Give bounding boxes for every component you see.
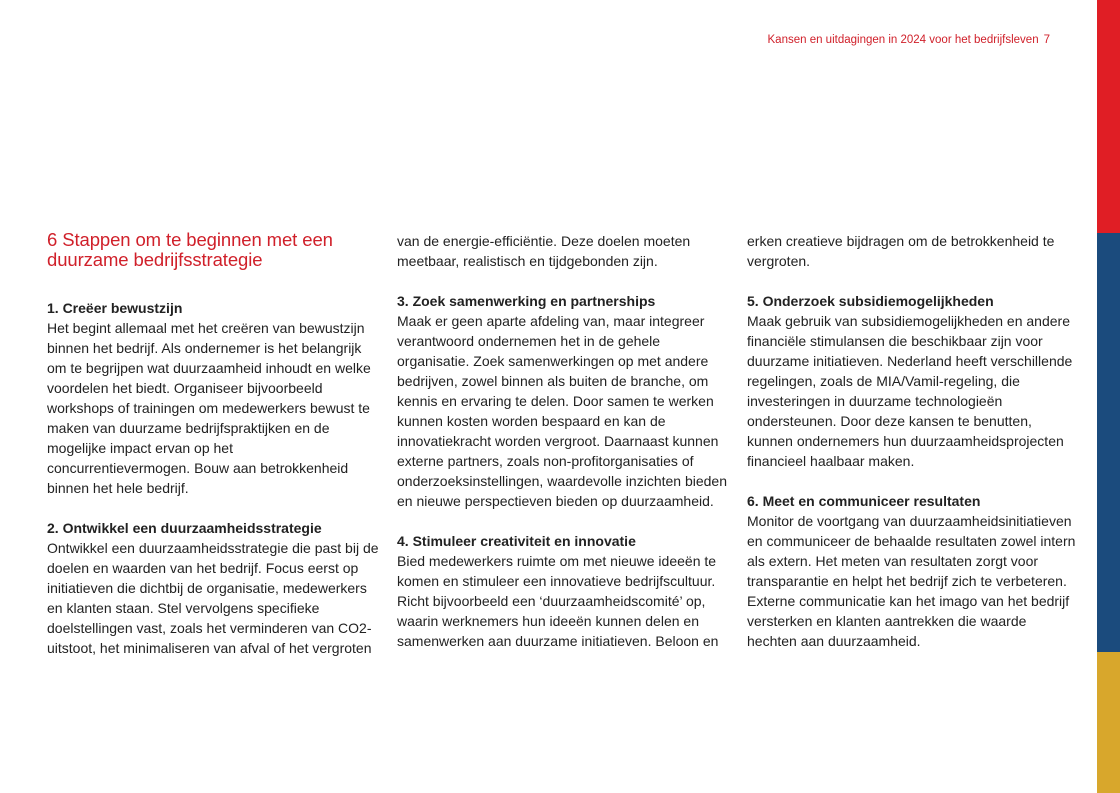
- step-6-heading: 6. Meet en communiceer resultaten: [747, 493, 981, 509]
- header-title: Kansen en uitdagingen in 2024 voor het bedrijfsleven: [767, 34, 1039, 46]
- step-5-body: Maak gebruik van subsidiemogelijkheden en andere financiële stimulansen die beschikbaar zijn voor duurzame initiatieven. Nederland heeft verschillende regelingen, zoals de MIA/Vamil-regeling, die investeringen in duurzame technologieën ondersteunen. Door deze kansen te benutten, kunnen ondernemers hun duurzaamheidsprojecten financieel haalbaar maken.: [747, 313, 1073, 469]
- column-1: [47, 230, 379, 678]
- step-1-body: Het begint allemaal met het creëren van bewustzijn binnen het bedrijf. Als ondernemer is het belangrijk om te begrijpen wat duurzaamheid inhoudt en welke voordelen het biedt. Organiseer bijvoorbeeld workshops of trainingen om medewerkers bewust te maken van duurzame bedrijfspraktijken en de mogelijke impact ervan op het concurrentievermogen. Bouw aan betrokkenheid binnen het hele bedrijf.: [47, 320, 371, 496]
- step-6-body: Monitor de voortgang van duurzaamheidsinitiatieven en communiceer de behaalde resultaten zowel intern als extern. Het meten van resultaten zorgt voor transparantie en helpt het bedrijf zich te verbeteren. Externe communicatie kan het imago van het bedrijf versterken en klanten aantrekken die waarde hechten aan duurzaamheid.: [747, 513, 1076, 649]
- step-3-body: Maak er geen aparte afdeling van, maar integreer verantwoord ondernemen het in de gehele organisatie. Zoek samenwerkingen op met andere bedrijven, zowel binnen als buiten de branche, om kennis en ervaring te delen. Door samen te werken kunnen kosten worden bespaard en kan de innovatiekracht worden vergroot. Daarnaast kunnen externe partners, zoals non-profitorganisaties of onderzoeksinstellingen, waardevolle inzichten bieden en nieuwe perspectieven bieden op duurzaamheid.: [397, 313, 727, 509]
- step-4-body: Bied medewerkers ruimte om met nieuwe ideeën te komen en stimuleer een innovatieve bedrijfscultuur. Richt bijvoorbeeld een ‘duurzaamheidscomité’ op, waarin werknemers hun ideeën kunnen delen en samenwerken aan duurzame initiatieven. Beloon en: [397, 553, 719, 649]
- accent-stripe-blue: [1097, 233, 1120, 652]
- step-2-body: Ontwikkel een duurzaamheidsstrategie die past bij de doelen en waarden van het bedrijf. Focus eerst op initiatieven die dichtbij de organisatie, medewerkers en klanten staan. Stel vervolgens specifieke doelstellingen vast, zoals het verminderen van CO2-uitstoot, het minimaliseren van afval of het vergroten: [47, 540, 379, 656]
- page-number: 7: [1043, 34, 1050, 46]
- step-2-body-continued: van de energie-efficiëntie. Deze doelen moeten meetbaar, realistisch en tijdgebonden zijn.: [397, 233, 691, 269]
- accent-stripe-red: [1097, 0, 1120, 233]
- accent-stripe-gold: [1097, 652, 1120, 793]
- step-5-heading: 5. Onderzoek subsidiemogelijkheden: [747, 293, 994, 309]
- step-4-heading: 4. Stimuleer creativiteit en innovatie: [397, 533, 636, 549]
- column-3: [747, 231, 1079, 671]
- running-header: [768, 34, 1051, 46]
- column-2: [397, 231, 729, 671]
- article-title: 6 Stappen om te beginnen met een duurzame bedrijfsstrategie: [47, 229, 333, 270]
- step-3-heading: 3. Zoek samenwerking en partnerships: [397, 293, 656, 309]
- step-1-heading: 1. Creëer bewustzijn: [47, 300, 183, 316]
- step-2-heading: 2. Ontwikkel een duurzaamheidsstrategie: [47, 520, 322, 536]
- step-4-body-continued: erken creatieve bijdragen om de betrokkenheid te vergroten.: [747, 233, 1055, 269]
